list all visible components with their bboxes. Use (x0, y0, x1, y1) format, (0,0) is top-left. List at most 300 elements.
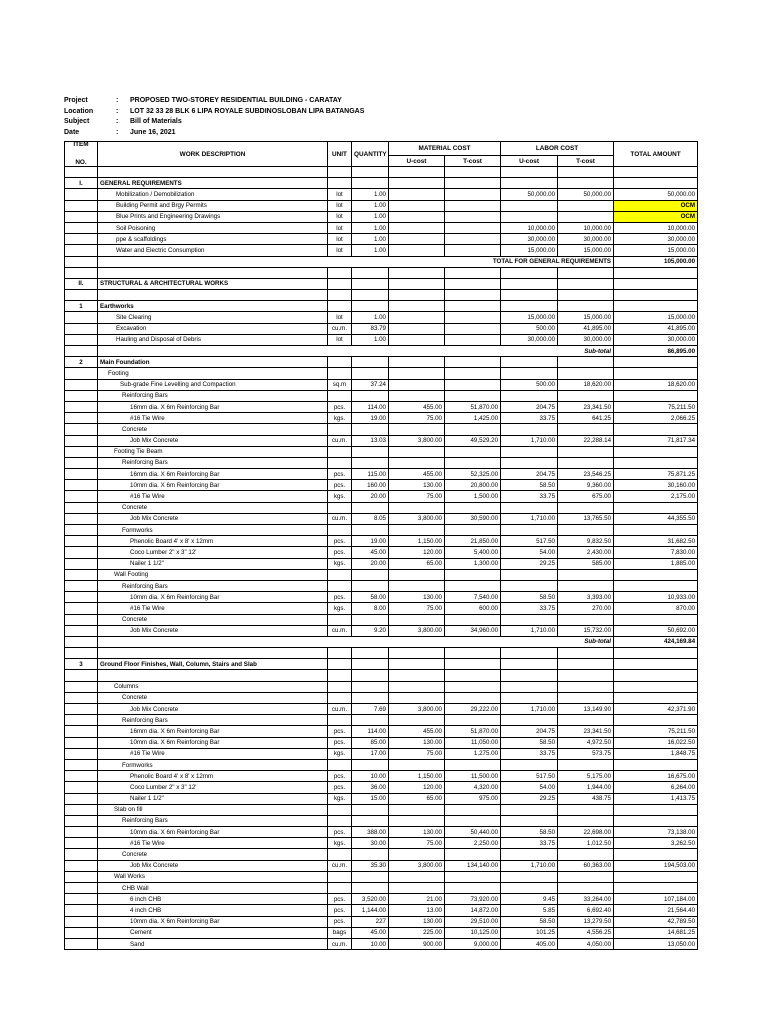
table-row (65, 469, 698, 480)
labor-tcost-cell: 9,360.00 (558, 480, 614, 491)
labor-ucost-cell: 204.75 (501, 401, 558, 412)
total-amount-cell (614, 357, 698, 368)
table-row (65, 580, 698, 591)
unit-cell (328, 759, 352, 770)
table-row (65, 491, 698, 502)
total-amount-cell: 30,160.00 (614, 480, 698, 491)
labor-tcost-cell: 641.25 (558, 413, 614, 424)
header-row-subject (64, 117, 364, 128)
labor-ucost-cell (501, 211, 558, 222)
labor-tcost-cell: 23,341.50 (558, 726, 614, 737)
unit-cell: pcs. (328, 771, 352, 782)
description-cell: 10mm dia. X 6m Reinforcing Bar (98, 480, 328, 491)
table-row (65, 513, 698, 524)
unit-cell (328, 446, 352, 457)
unit-cell (328, 648, 352, 659)
material-tcost-cell: 11,050.00 (445, 737, 501, 748)
unit-cell (328, 178, 352, 189)
table-row (65, 502, 698, 513)
table-row (65, 200, 698, 211)
labor-ucost-cell: 1,710.00 (501, 860, 558, 871)
item-no-cell (65, 883, 98, 894)
material-tcost-cell (445, 245, 501, 256)
labor-tcost-cell (558, 648, 614, 659)
labor-tcost-cell: 675.00 (558, 491, 614, 502)
item-no-cell: I. (65, 178, 98, 189)
material-ucost-cell (389, 357, 445, 368)
description-cell: Concrete (98, 502, 328, 513)
item-no-cell (65, 648, 98, 659)
material-tcost-cell (445, 211, 501, 222)
quantity-cell: 45.00 (352, 927, 389, 938)
table-row (65, 379, 698, 390)
labor-tcost-cell: 15,000.00 (558, 312, 614, 323)
material-ucost-header: U-cost (389, 156, 445, 167)
material-ucost-cell (389, 681, 445, 692)
description-cell: Concrete (98, 614, 328, 625)
quantity-cell (352, 614, 389, 625)
unit-cell (328, 502, 352, 513)
total-amount-cell: 42,789.50 (614, 916, 698, 927)
total-amount-cell (614, 804, 698, 815)
description-cell: Formworks (98, 759, 328, 770)
material-ucost-cell (389, 614, 445, 625)
unit-cell: pcs. (328, 547, 352, 558)
description-cell: Water and Electric Consumption (98, 245, 328, 256)
quantity-cell: 8.00 (352, 603, 389, 614)
table-row (65, 681, 698, 692)
item-no-cell (65, 636, 98, 647)
material-ucost-cell (389, 368, 445, 379)
table-row (65, 692, 698, 703)
labor-tcost-header: T-cost (558, 156, 614, 167)
labor-ucost-cell (501, 614, 558, 625)
header-colon: : (116, 118, 119, 125)
total-amount-cell: 13,050.00 (614, 938, 698, 949)
material-tcost-cell (445, 457, 501, 468)
unit-cell (328, 849, 352, 860)
table-row (65, 424, 698, 435)
description-cell (98, 167, 328, 178)
total-amount-cell: 7,830.00 (614, 547, 698, 558)
description-cell: ppe & scaffoldings (98, 234, 328, 245)
item-no-cell (65, 569, 98, 580)
table-row (65, 726, 698, 737)
material-ucost-cell (389, 883, 445, 894)
material-ucost-cell: 130.00 (389, 480, 445, 491)
description-cell: Blue Prints and Engineering Drawings (98, 211, 328, 222)
material-tcost-cell (445, 334, 501, 345)
labor-tcost-cell: 438.75 (558, 793, 614, 804)
unit-cell: lot (328, 200, 352, 211)
labor-tcost-cell: 4,556.25 (558, 927, 614, 938)
labor-ucost-cell: 33.75 (501, 413, 558, 424)
quantity-cell: 20.00 (352, 558, 389, 569)
total-amount-cell (614, 267, 698, 278)
item-no-cell (65, 211, 98, 222)
labor-tcost-cell (558, 390, 614, 401)
labor-tcost-cell (558, 871, 614, 882)
unit-cell: lot (328, 222, 352, 233)
item-no-cell (65, 592, 98, 603)
material-tcost-cell: 49,529.20 (445, 435, 501, 446)
total-amount-cell (614, 525, 698, 536)
item-no-cell (65, 793, 98, 804)
material-tcost-cell (445, 222, 501, 233)
total-amount-header: TOTAL AMOUNT (614, 142, 698, 167)
material-tcost-cell: 1,275.00 (445, 748, 501, 759)
quantity-cell: 1.00 (352, 200, 389, 211)
section-row (65, 659, 698, 670)
material-tcost-cell: 7,540.00 (445, 592, 501, 603)
table-row (65, 245, 698, 256)
labor-ucost-cell: 29.25 (501, 793, 558, 804)
material-tcost-cell: 2,250.00 (445, 838, 501, 849)
quantity-cell: 20.00 (352, 491, 389, 502)
description-cell: Job Mix Concrete (98, 625, 328, 636)
labor-tcost-cell: 5,175.00 (558, 771, 614, 782)
description-cell: Phenolic Board 4' x 8' x 12mm (98, 536, 328, 547)
total-amount-cell (614, 681, 698, 692)
item-no-cell (65, 234, 98, 245)
labor-ucost-cell: 5.85 (501, 905, 558, 916)
description-cell: Job Mix Concrete (98, 704, 328, 715)
item-no-cell (65, 256, 98, 267)
total-amount-cell: 86,895.00 (614, 346, 698, 357)
header-row-location (64, 107, 364, 118)
quantity-cell: 8.05 (352, 513, 389, 524)
quantity-cell: 1.00 (352, 189, 389, 200)
material-tcost-cell (445, 681, 501, 692)
table-row (65, 827, 698, 838)
quantity-cell (352, 580, 389, 591)
labor-ucost-cell (501, 759, 558, 770)
quantity-cell: 1.00 (352, 234, 389, 245)
item-no-cell (65, 905, 98, 916)
material-ucost-cell: 3,800.00 (389, 435, 445, 446)
labor-tcost-cell (558, 692, 614, 703)
quantity-cell (352, 715, 389, 726)
description-cell: Reinforcing Bars (98, 715, 328, 726)
material-ucost-cell (389, 301, 445, 312)
material-tcost-cell (445, 312, 501, 323)
description-cell: 16mm dia. X 6m Reinforcing Bar (98, 401, 328, 412)
table-row (65, 916, 698, 927)
material-tcost-cell: 5,400.00 (445, 547, 501, 558)
table-header (65, 142, 698, 167)
total-row (65, 256, 698, 267)
item-no-cell (65, 614, 98, 625)
material-ucost-cell (389, 245, 445, 256)
quantity-cell: 83.79 (352, 323, 389, 334)
description-cell: Soil Poisoning (98, 222, 328, 233)
table-row (65, 480, 698, 491)
header-value: June 16, 2021 (130, 128, 176, 136)
table-row (65, 938, 698, 949)
quantity-cell (352, 759, 389, 770)
material-tcost-cell (445, 446, 501, 457)
total-amount-cell: 30,000.00 (614, 234, 698, 245)
item-no-cell (65, 334, 98, 345)
quantity-cell: 30.00 (352, 838, 389, 849)
labor-tcost-cell (558, 681, 614, 692)
unit-cell: lot (328, 211, 352, 222)
material-tcost-cell: 9,000.00 (445, 938, 501, 949)
total-amount-cell (614, 883, 698, 894)
material-tcost-cell: 51,870.00 (445, 726, 501, 737)
labor-tcost-cell (558, 278, 614, 289)
labor-ucost-cell (501, 368, 558, 379)
description-cell: #16 Tie Wire (98, 748, 328, 759)
labor-ucost-cell: 50,000.00 (501, 189, 558, 200)
quantity-cell: 36.00 (352, 782, 389, 793)
labor-tcost-cell (558, 267, 614, 278)
header-key: Subject (64, 118, 90, 125)
description-cell: Wall Works (98, 871, 328, 882)
item-no-cell (65, 491, 98, 502)
labor-ucost-cell (501, 446, 558, 457)
material-tcost-cell (445, 290, 501, 301)
quantity-cell (352, 424, 389, 435)
total-amount-cell: 194,503.00 (614, 860, 698, 871)
unit-cell (328, 614, 352, 625)
quantity-cell: 10.00 (352, 938, 389, 949)
labor-ucost-cell (501, 715, 558, 726)
quantity-cell (352, 849, 389, 860)
labor-ucost-cell (501, 167, 558, 178)
unit-cell: cu.m. (328, 323, 352, 334)
quantity-cell: 17.00 (352, 748, 389, 759)
item-no-cell (65, 804, 98, 815)
unit-cell: kgs. (328, 413, 352, 424)
description-cell: 10mm dia. X 6m Reinforcing Bar (98, 916, 328, 927)
description-cell: STRUCTURAL & ARCHITECTURAL WORKS (98, 278, 328, 289)
material-tcost-cell: 50,440.00 (445, 827, 501, 838)
table-row (65, 804, 698, 815)
material-ucost-cell: 75.00 (389, 838, 445, 849)
quantity-cell (352, 871, 389, 882)
unit-cell (328, 457, 352, 468)
quantity-cell (352, 167, 389, 178)
item-no-cell (65, 827, 98, 838)
unit-cell (328, 580, 352, 591)
labor-tcost-cell: 13,279.50 (558, 916, 614, 927)
material-ucost-cell (389, 323, 445, 334)
unit-cell (328, 368, 352, 379)
unit-cell (328, 390, 352, 401)
material-tcost-cell: 14,872.00 (445, 905, 501, 916)
quantity-cell: 1.00 (352, 222, 389, 233)
description-cell: #16 Tie Wire (98, 603, 328, 614)
item-no-cell (65, 435, 98, 446)
item-no-cell: 1 (65, 301, 98, 312)
material-tcost-cell (445, 614, 501, 625)
material-tcost-cell: 1,500.00 (445, 491, 501, 502)
unit-cell (328, 357, 352, 368)
item-no-cell (65, 704, 98, 715)
labor-tcost-cell (558, 715, 614, 726)
header-key: Location (64, 107, 94, 115)
material-ucost-cell: 13.00 (389, 905, 445, 916)
item-no-cell (65, 670, 98, 681)
unit-cell: pcs. (328, 737, 352, 748)
material-ucost-cell (389, 178, 445, 189)
description-cell: Reinforcing Bars (98, 580, 328, 591)
item-no-cell (65, 368, 98, 379)
total-amount-cell: 107,184.00 (614, 894, 698, 905)
item-no-cell (65, 312, 98, 323)
unit-header: UNIT (328, 142, 352, 167)
unit-cell (328, 167, 352, 178)
total-amount-cell: 1,885.00 (614, 558, 698, 569)
total-amount-cell: 1,413.75 (614, 793, 698, 804)
item-no-cell (65, 413, 98, 424)
total-amount-cell: 1,848.75 (614, 748, 698, 759)
material-tcost-cell (445, 368, 501, 379)
material-ucost-cell (389, 234, 445, 245)
item-no-cell (65, 782, 98, 793)
labor-ucost-cell (501, 200, 558, 211)
item-no-cell (65, 424, 98, 435)
material-tcost-cell (445, 301, 501, 312)
total-amount-cell (614, 446, 698, 457)
unit-cell: kgs. (328, 793, 352, 804)
labor-ucost-cell (501, 648, 558, 659)
labor-tcost-cell: 30,000.00 (558, 334, 614, 345)
total-amount-cell: 15,000.00 (614, 245, 698, 256)
table-row (65, 737, 698, 748)
item-no-cell (65, 894, 98, 905)
description-cell: Concrete (98, 424, 328, 435)
material-ucost-cell: 455.00 (389, 726, 445, 737)
unit-cell: pcs. (328, 905, 352, 916)
header-row-date (64, 128, 364, 139)
labor-tcost-cell (558, 200, 614, 211)
description-cell: Phenolic Board 4' x 8' x 12mm (98, 771, 328, 782)
total-amount-cell (614, 301, 698, 312)
material-ucost-cell (389, 569, 445, 580)
total-amount-cell: 50,692.00 (614, 625, 698, 636)
quantity-cell: 19.00 (352, 413, 389, 424)
labor-tcost-cell (558, 525, 614, 536)
description-cell: GENERAL REQUIREMENTS (98, 178, 328, 189)
unit-cell (328, 681, 352, 692)
table-row (65, 334, 698, 345)
description-cell: Building Permit and Brgy Permits (98, 200, 328, 211)
total-amount-cell (614, 871, 698, 882)
table-row (65, 267, 698, 278)
labor-ucost-cell: 29.25 (501, 558, 558, 569)
material-ucost-cell: 455.00 (389, 401, 445, 412)
labor-ucost-cell: 58.50 (501, 827, 558, 838)
material-ucost-cell (389, 659, 445, 670)
unit-cell: cu.m. (328, 513, 352, 524)
labor-ucost-cell: 58.50 (501, 592, 558, 603)
total-amount-cell (614, 502, 698, 513)
description-cell: Mobilization / Demobilization (98, 189, 328, 200)
table-row (65, 525, 698, 536)
item-no-cell (65, 390, 98, 401)
material-tcost-cell: 10,125.00 (445, 927, 501, 938)
labor-tcost-cell: 60,363.00 (558, 860, 614, 871)
material-tcost-cell (445, 580, 501, 591)
total-amount-cell: 18,620.00 (614, 379, 698, 390)
material-ucost-cell (389, 715, 445, 726)
quantity-cell: 115.00 (352, 469, 389, 480)
labor-ucost-cell: 15,000.00 (501, 312, 558, 323)
material-ucost-cell: 130.00 (389, 592, 445, 603)
material-tcost-cell: 73,920.00 (445, 894, 501, 905)
total-amount-cell (614, 278, 698, 289)
material-ucost-cell: 130.00 (389, 737, 445, 748)
total-amount-cell: 42,371.90 (614, 704, 698, 715)
quantity-cell: 13.03 (352, 435, 389, 446)
material-tcost-cell (445, 759, 501, 770)
material-tcost-cell: 1,300.00 (445, 558, 501, 569)
item-no-cell (65, 715, 98, 726)
item-no-cell (65, 200, 98, 211)
table-row (65, 748, 698, 759)
description-cell: Reinforcing Bars (98, 390, 328, 401)
item-no-cell (65, 379, 98, 390)
labor-ucost-cell (501, 457, 558, 468)
labor-tcost-cell: 1,012.50 (558, 838, 614, 849)
description-cell: Job Mix Concrete (98, 513, 328, 524)
labor-tcost-cell: 6,692.40 (558, 905, 614, 916)
unit-cell: pcs. (328, 536, 352, 547)
header-colon: : (116, 107, 119, 115)
item-no-header: ITEM NO. (65, 142, 98, 167)
item-no-cell (65, 759, 98, 770)
table-row (65, 536, 698, 547)
quantity-cell (352, 301, 389, 312)
table-row (65, 323, 698, 334)
unit-cell (328, 692, 352, 703)
description-cell: Concrete (98, 692, 328, 703)
unit-cell (328, 804, 352, 815)
labor-ucost-cell (501, 278, 558, 289)
total-amount-cell: 16,675.00 (614, 771, 698, 782)
table-row (65, 189, 698, 200)
labor-tcost-cell: 13,765.50 (558, 513, 614, 524)
labor-tcost-cell (558, 659, 614, 670)
section-row (65, 301, 698, 312)
material-cost-header: MATERIAL COST (389, 142, 501, 156)
description-cell: Sub-grade Fine Levelling and Compaction (98, 379, 328, 390)
total-amount-cell: 16,022.50 (614, 737, 698, 748)
header-key: Date (64, 128, 80, 136)
description-cell: #16 Tie Wire (98, 491, 328, 502)
table-row (65, 704, 698, 715)
quantity-cell: 114.00 (352, 726, 389, 737)
material-tcost-cell: 34,960.00 (445, 625, 501, 636)
unit-cell: kgs. (328, 603, 352, 614)
labor-tcost-cell: 22,288.14 (558, 435, 614, 446)
total-amount-cell (614, 424, 698, 435)
material-tcost-cell (445, 234, 501, 245)
quantity-cell (352, 569, 389, 580)
header-row-project (64, 96, 364, 107)
description-cell: 10mm dia. X 6m Reinforcing Bar (98, 827, 328, 838)
table-row (65, 849, 698, 860)
unit-cell (328, 883, 352, 894)
unit-cell: kgs. (328, 558, 352, 569)
description-cell: Nailer 1 1/2" (98, 558, 328, 569)
item-no-cell (65, 871, 98, 882)
table-row (65, 793, 698, 804)
unit-cell: bags (328, 927, 352, 938)
unit-cell (328, 569, 352, 580)
